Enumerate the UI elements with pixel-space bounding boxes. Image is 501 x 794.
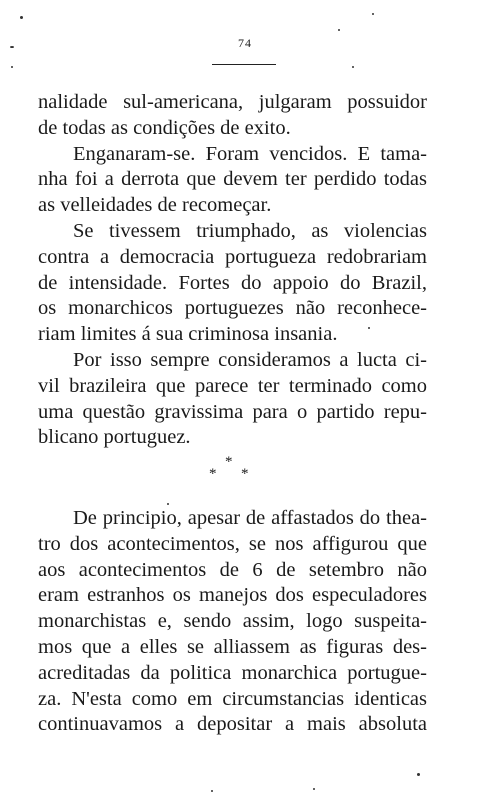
text-line: de intensidade. Fortes do appoio do Brazil, <box>38 271 427 294</box>
text-line: riam limites á sua criminosa insania. <box>38 323 338 346</box>
text-line: tro dos acontecimentos, se nos affigurou que <box>38 532 427 555</box>
text-line: acreditadas da politica monarchica portugue- <box>38 661 427 684</box>
scan-speck <box>20 16 23 19</box>
asterism-star: * <box>241 466 249 482</box>
text-line: nalidade sul-americana, julgaram possuidor <box>38 91 427 113</box>
text-line: as velleidades de recomeçar. <box>38 194 272 217</box>
scan-speck <box>11 66 13 68</box>
page-number-rule <box>212 64 276 65</box>
text-line: monarchistas e, sendo assim, logo suspeita- <box>38 610 427 633</box>
scan-speck <box>167 503 169 505</box>
text-line: nha foi a derrota que devem ter perdido todas <box>38 168 427 191</box>
text-line: De principio, apesar de affastados do thea- <box>73 507 427 529</box>
section-asterism <box>200 455 260 485</box>
asterism-star: * <box>209 466 217 482</box>
scan-speck <box>338 29 340 31</box>
text-line: vil brazileira que parece ter terminado como <box>38 374 427 397</box>
text-block-1 <box>38 90 427 451</box>
text-line: eram estranhos os manejos dos especuladores <box>38 584 427 607</box>
scan-speck <box>417 773 420 776</box>
text-line: Enganaram-se. Foram vencidos. E tama- <box>73 142 427 165</box>
scan-speck <box>211 790 213 792</box>
text-line: za. N'esta como em circumstancias identicas <box>38 687 427 710</box>
page-number: 74 <box>238 36 252 50</box>
scan-speck <box>368 327 370 329</box>
text-line: blicano portuguez. <box>38 426 191 449</box>
scan-speck <box>10 46 14 48</box>
scan-speck <box>372 13 374 15</box>
text-line: Se tivessem triumphado, as violencias <box>73 219 427 242</box>
text-line: os monarchicos portuguezes não reconhece- <box>38 297 427 320</box>
text-line: de todas as condições de exito. <box>38 116 291 139</box>
text-line: continuavamos a depositar a mais absoluta <box>38 713 427 736</box>
text-line: uma questão gravissima para o partido repu- <box>38 400 427 423</box>
text-line: Por isso sempre consideramos a lucta ci- <box>73 348 427 371</box>
scan-speck <box>313 788 315 790</box>
text-line: mos que a elles se alliassem as figuras des- <box>38 635 427 658</box>
scan-speck <box>352 66 354 68</box>
text-line: aos acontecimentos de 6 de setembro não <box>38 558 427 581</box>
text-block-2 <box>38 506 427 738</box>
asterism-star: * <box>225 454 233 470</box>
text-line: contra a democracia portugueza redobrariam <box>38 245 427 268</box>
